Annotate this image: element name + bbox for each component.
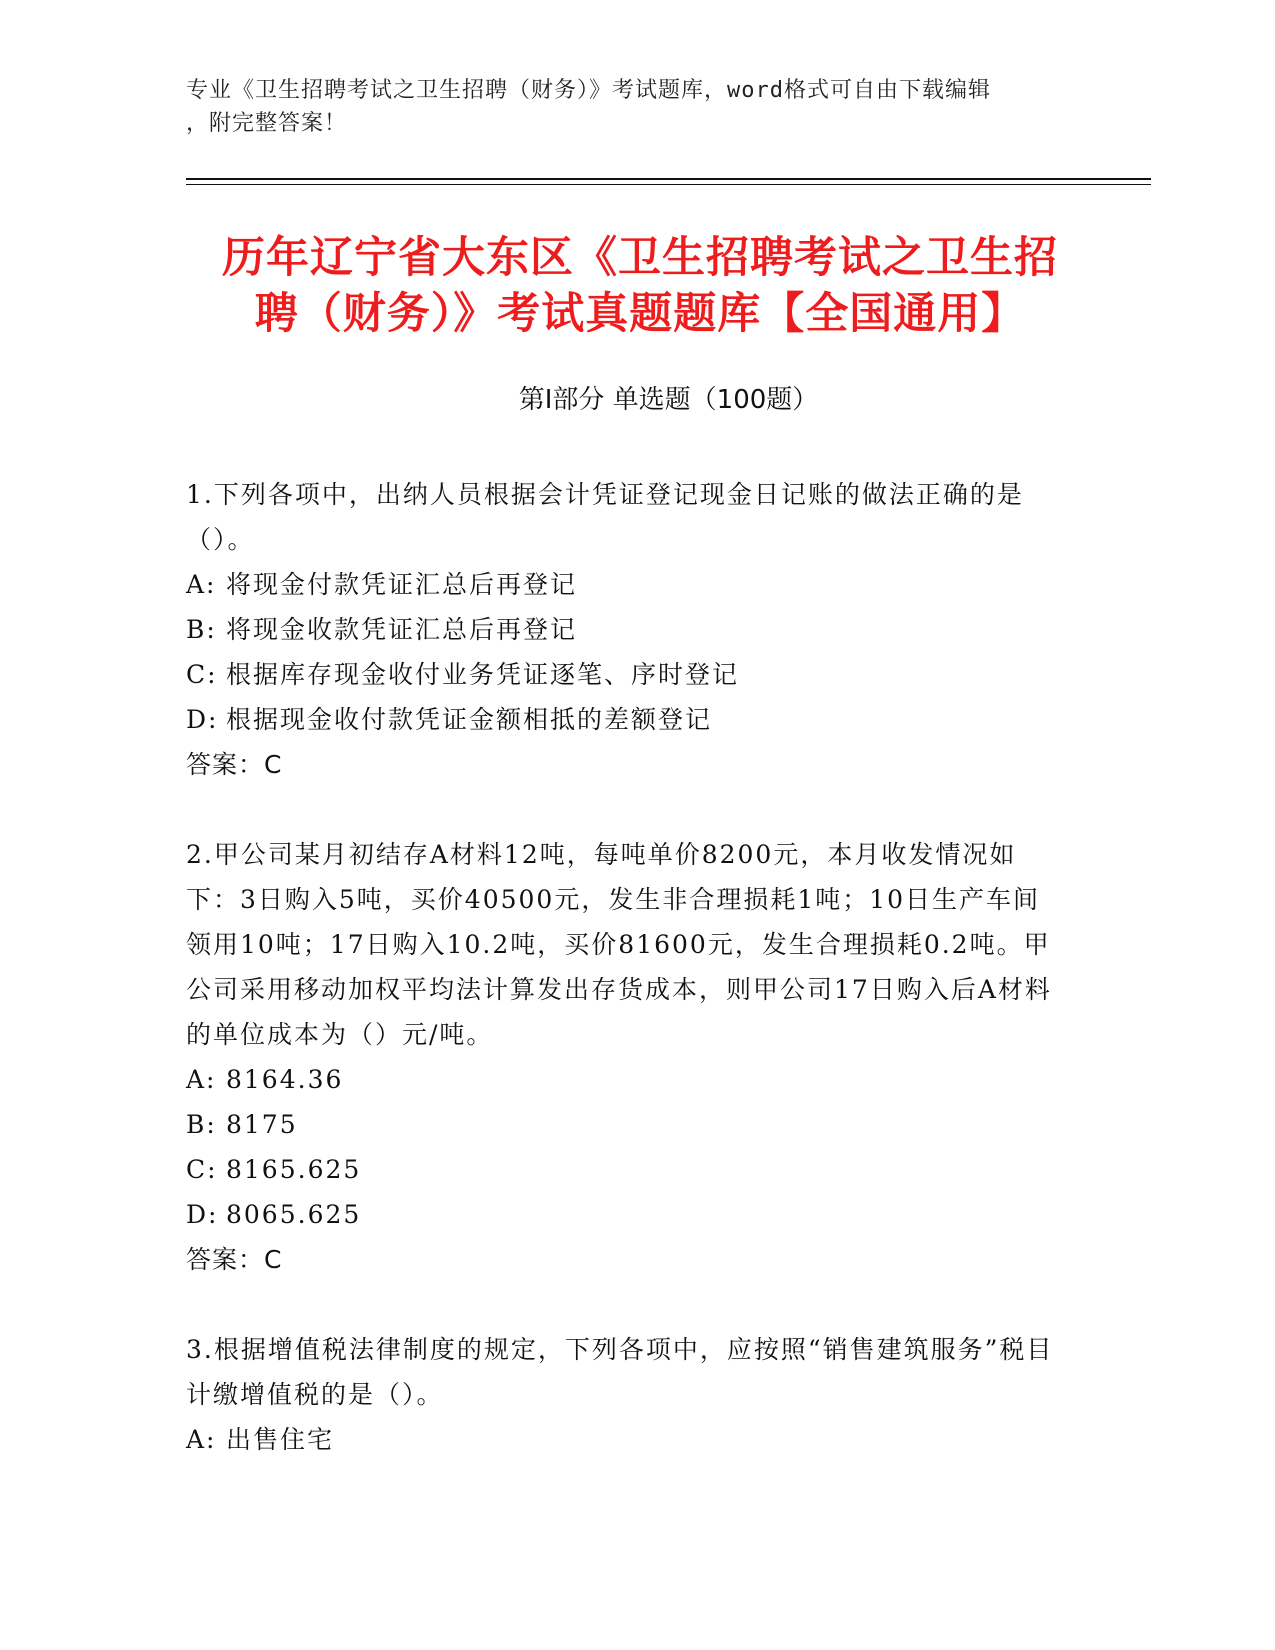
option-text: 8175	[226, 1110, 298, 1139]
option-text: 8165.625	[226, 1155, 362, 1184]
option-text: 将现金付款凭证汇总后再登记	[226, 570, 578, 599]
question-list	[186, 472, 1056, 1462]
document-title-line1: 历年辽宁省大东区《卫生招聘考试之卫生招	[222, 233, 1058, 283]
option-text: 根据库存现金收付业务凭证逐笔、序时登记	[226, 660, 740, 689]
option-text: 根据现金收付款凭证金额相抵的差额登记	[226, 705, 713, 734]
option-c	[186, 1147, 1056, 1192]
answer-line: 答案：C	[186, 750, 283, 779]
option-d	[186, 697, 1056, 742]
document-title	[190, 230, 1090, 342]
option-text: 将现金收款凭证汇总后再登记	[226, 615, 578, 644]
section-heading: 第Ⅰ部分 单选题（100题）	[518, 385, 819, 415]
option-a	[186, 562, 1056, 607]
option-letter: A:	[186, 1065, 217, 1094]
option-letter: C:	[186, 660, 218, 689]
option-b	[186, 607, 1056, 652]
header-note-line2: ，附完整答案！	[186, 111, 348, 136]
question-text: 1.下列各项中，出纳人员根据会计凭证登记现金日记账的做法正确的是（）。	[186, 480, 1024, 554]
question-2	[186, 832, 1056, 1282]
question-text: 2.甲公司某月初结存A材料12吨，每吨单价8200元，本月收发情况如下：3日购入5吨，买价40500元，发生非合理损耗1吨；10日生产车间领用10吨；17日购入10.2吨，买价81600元，发生合理损耗0.2吨。甲公司采用移动加权平均法计算发出存货成本，则甲公司17日购入后A材料的单位成本为（）元/吨。	[186, 840, 1052, 1049]
option-a	[186, 1417, 1056, 1462]
question-3	[186, 1327, 1056, 1462]
option-letter: D:	[186, 1200, 219, 1229]
option-letter: C:	[186, 1155, 218, 1184]
option-letter: A:	[186, 1425, 217, 1454]
option-text: 出售住宅	[226, 1425, 335, 1454]
option-letter: D:	[186, 705, 219, 734]
header-rule-thin	[186, 184, 1151, 185]
option-a	[186, 1057, 1056, 1102]
header-rule-thick	[186, 178, 1151, 180]
option-d	[186, 1192, 1056, 1237]
option-c	[186, 652, 1056, 697]
option-text: 8164.36	[226, 1065, 344, 1094]
document-title-line2: 聘（财务）》考试真题题库【全国通用】	[254, 289, 1026, 339]
option-text: 8065.625	[226, 1200, 362, 1229]
question-text: 3.根据增值税法律制度的规定，下列各项中，应按照“销售建筑服务”税目计缴增值税的是（）。	[186, 1335, 1054, 1409]
option-b	[186, 1102, 1056, 1147]
option-letter: B:	[186, 1110, 217, 1139]
option-letter: A:	[186, 570, 217, 599]
answer-line: 答案：C	[186, 1245, 283, 1274]
header-note	[186, 74, 1086, 140]
option-letter: B:	[186, 615, 217, 644]
question-1	[186, 472, 1056, 787]
header-note-line1: 专业《卫生招聘考试之卫生招聘（财务）》考试题库，word格式可自由下载编辑	[186, 78, 991, 103]
